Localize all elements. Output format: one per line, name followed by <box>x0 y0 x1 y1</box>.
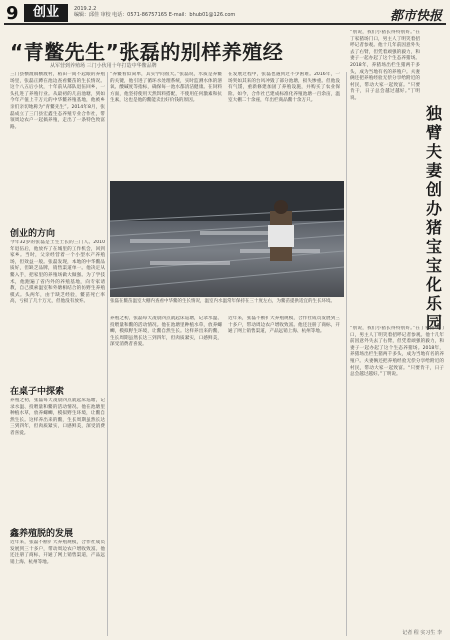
section2-text: 养殖之初，张磊每天凌晨四点就起床巡塘，记录水温、投喂量和鳖的活动情况。他在池塘里种植水草，放养螺蛳，模拟野生环境，让鳖自然生长。这样养出来的鳖，生长周期虽然长达三到四年，但肉质紧实，口感鲜美，深受消费者喜爱。 <box>10 398 105 436</box>
side-title-char: 化 <box>425 275 442 294</box>
side-title-char: 乐 <box>425 294 442 313</box>
editor-line: 编辑：邱佳 审校 电话：0571-86757165 E-mail：bhub01@126.com <box>74 12 236 18</box>
section2-title: 在桌子中探索 <box>10 387 65 397</box>
side-title-char: 园 <box>425 313 442 332</box>
section3-text: 近年来，张磊不断扩大养殖规模，合作社成员发展到三十多户，带动周边农户增收致富。他还注册了商标，开通了网上销售渠道，产品远销上海、杭州等地。 <box>10 540 105 565</box>
side-story-text-bottom: “别说，我们小猪长得特别好。”在丁家猪场门口，男主人丁明笑着招呼记者参观。他十几年前因意外失去了右臂，但凭着顽强的毅力，和妻子一起办起了这个生态养猪场。2018年，养猪场出栏生猪两千多头，成为当地有名的养殖户。夫妻俩还把养殖经验无偿分享给附近的村民，带动大家一起致富。“只要肯干，日子总会越过越好。”丁明说。 <box>350 326 444 378</box>
side-title-char: 臂 <box>425 123 442 142</box>
side-title-char: 猪 <box>425 218 442 237</box>
header-meta <box>74 6 294 18</box>
side-title-char: 办 <box>425 199 442 218</box>
paper-name: 都市快报 <box>389 9 442 24</box>
page-number: 9 <box>6 3 19 24</box>
side-title-char: 创 <box>425 180 442 199</box>
column-divider <box>107 72 108 636</box>
col2-top-text: “养鳖看似简单，其实学问很大。”张磊说，水质是养鳖的关键，他引进了循环水处理系统，实时监测水体的溶氧、酸碱度等指标，确保每一池水都清洁健康。在饲料方面，他坚持使用天然饵料搭配，不使用任何激素和抗生素，这也是他的鳖能卖出好价钱的原因。 <box>110 72 222 104</box>
byline: 记者 程 实习生 李 <box>402 630 442 636</box>
section1-title: 创业的方向 <box>10 229 56 239</box>
column-divider-right <box>346 72 347 636</box>
side-story-text-top: “别说，我们小猪长得特别好。”在丁家猪场门口，男主人丁明笑着招呼记者参观。他十几年前因意外失去了右臂，但凭着顽强的毅力，和妻子一起办起了这个生态养猪场。2018年，养猪场出栏生猪两千多头，成为当地有名的养殖户。夫妻俩还把养殖经验无偿分享给附近的村民，带动大家一起致富。“只要肯干，日子总会越过越好。”丁明说。 <box>350 30 420 101</box>
side-story-title <box>424 104 444 332</box>
side-title-text <box>424 104 444 332</box>
issue-date: 2019.2.2 <box>74 6 97 12</box>
section1-text: 今年32岁的张磊是土生土长的三门人。2010年退伍后，他放弃了在城里的工作机会，回到家乡。当时，父亲经营着一个小型水产养殖场，但效益一般。张磊发现，本地的中华鳖品质好，但缺乏品牌，销售渠道单一。他决定从鳖入手，把家里的养殖场做大做强。为了学技术，他跑遍了省内外的养殖基地，向专家请教，自己摸索温室和外塘相结合的仿野生养殖模式。头两年，由于缺乏经验，鳖苗死亡率高，亏损了几十万元，但他没有放弃。 <box>10 240 105 305</box>
side-title-char: 宝 <box>425 237 442 256</box>
side-title-char: 妻 <box>425 161 442 180</box>
section3-title: 鑫养殖脱的发展 <box>10 529 74 539</box>
page-header <box>4 3 446 25</box>
col3-bottom-text: 近年来，张磊不断扩大养殖规模，合作社成员发展到三十多户，带动周边农户增收致富。他还注册了商标，开通了网上销售渠道，产品远销上海、杭州等地。 <box>228 316 340 335</box>
greenhouse-photo <box>110 181 344 297</box>
side-title-char: 夫 <box>425 142 442 161</box>
col3-top-text: 在发展过程中，张磊也遇到过不少困难。2016年，一场突如其来的台风冲毁了部分池塘，损失惨重。但他没有气馁，重新修建加固了养殖设施，并购买了农业保险。如今，合作社已建成标准化养殖池塘一百余亩，温室大棚二十余座，年出栏商品鳖十余万只。 <box>228 72 340 104</box>
headline: “青鳖先生”张磊的别样养殖经 <box>10 40 284 64</box>
subhead: 从军营到养殖场 三门小伙用十年打造中华鳖品牌 <box>50 63 157 69</box>
col2-bottom-text: 养殖之初，张磊每天凌晨四点就起床巡塘，记录水温、投喂量和鳖的活动情况。他在池塘里种植水草，放养螺蛳，模拟野生环境，让鳖自然生长。这样养出来的鳖，生长周期虽然长达三到四年，但肉质紧实，口感鲜美，深受消费者喜爱。 <box>110 316 222 348</box>
section-badge: 创业 <box>24 4 68 22</box>
photo-caption: 张磊在鳖苗温室大棚内查看中华鳖的生长情况，温室内水温常年保持在三十度左右，为鳖苗提供适宜的生长环境。 <box>110 299 335 304</box>
side-title-char: 宝 <box>425 256 442 275</box>
intro-text: 三门县横渡镇横渡村，稻田一间不起眼的养殖场里，张磊正蹲在池边查看鳖苗的生长情况。这个八五后小伙，十年前从部队退伍回乡，一头扎进了养殖行业。从最初的几亩池塘，到如今年产值上千万元的中华鳖养殖基地，他被乡亲们亲切地称为“青鳖先生”。2014年8月，张磊成立了三门县宏鑫生态养殖专业合作社，带领周边农户一起搞养殖，走出了一条特色致富路。 <box>10 72 105 130</box>
side-title-char: 独 <box>425 104 442 123</box>
